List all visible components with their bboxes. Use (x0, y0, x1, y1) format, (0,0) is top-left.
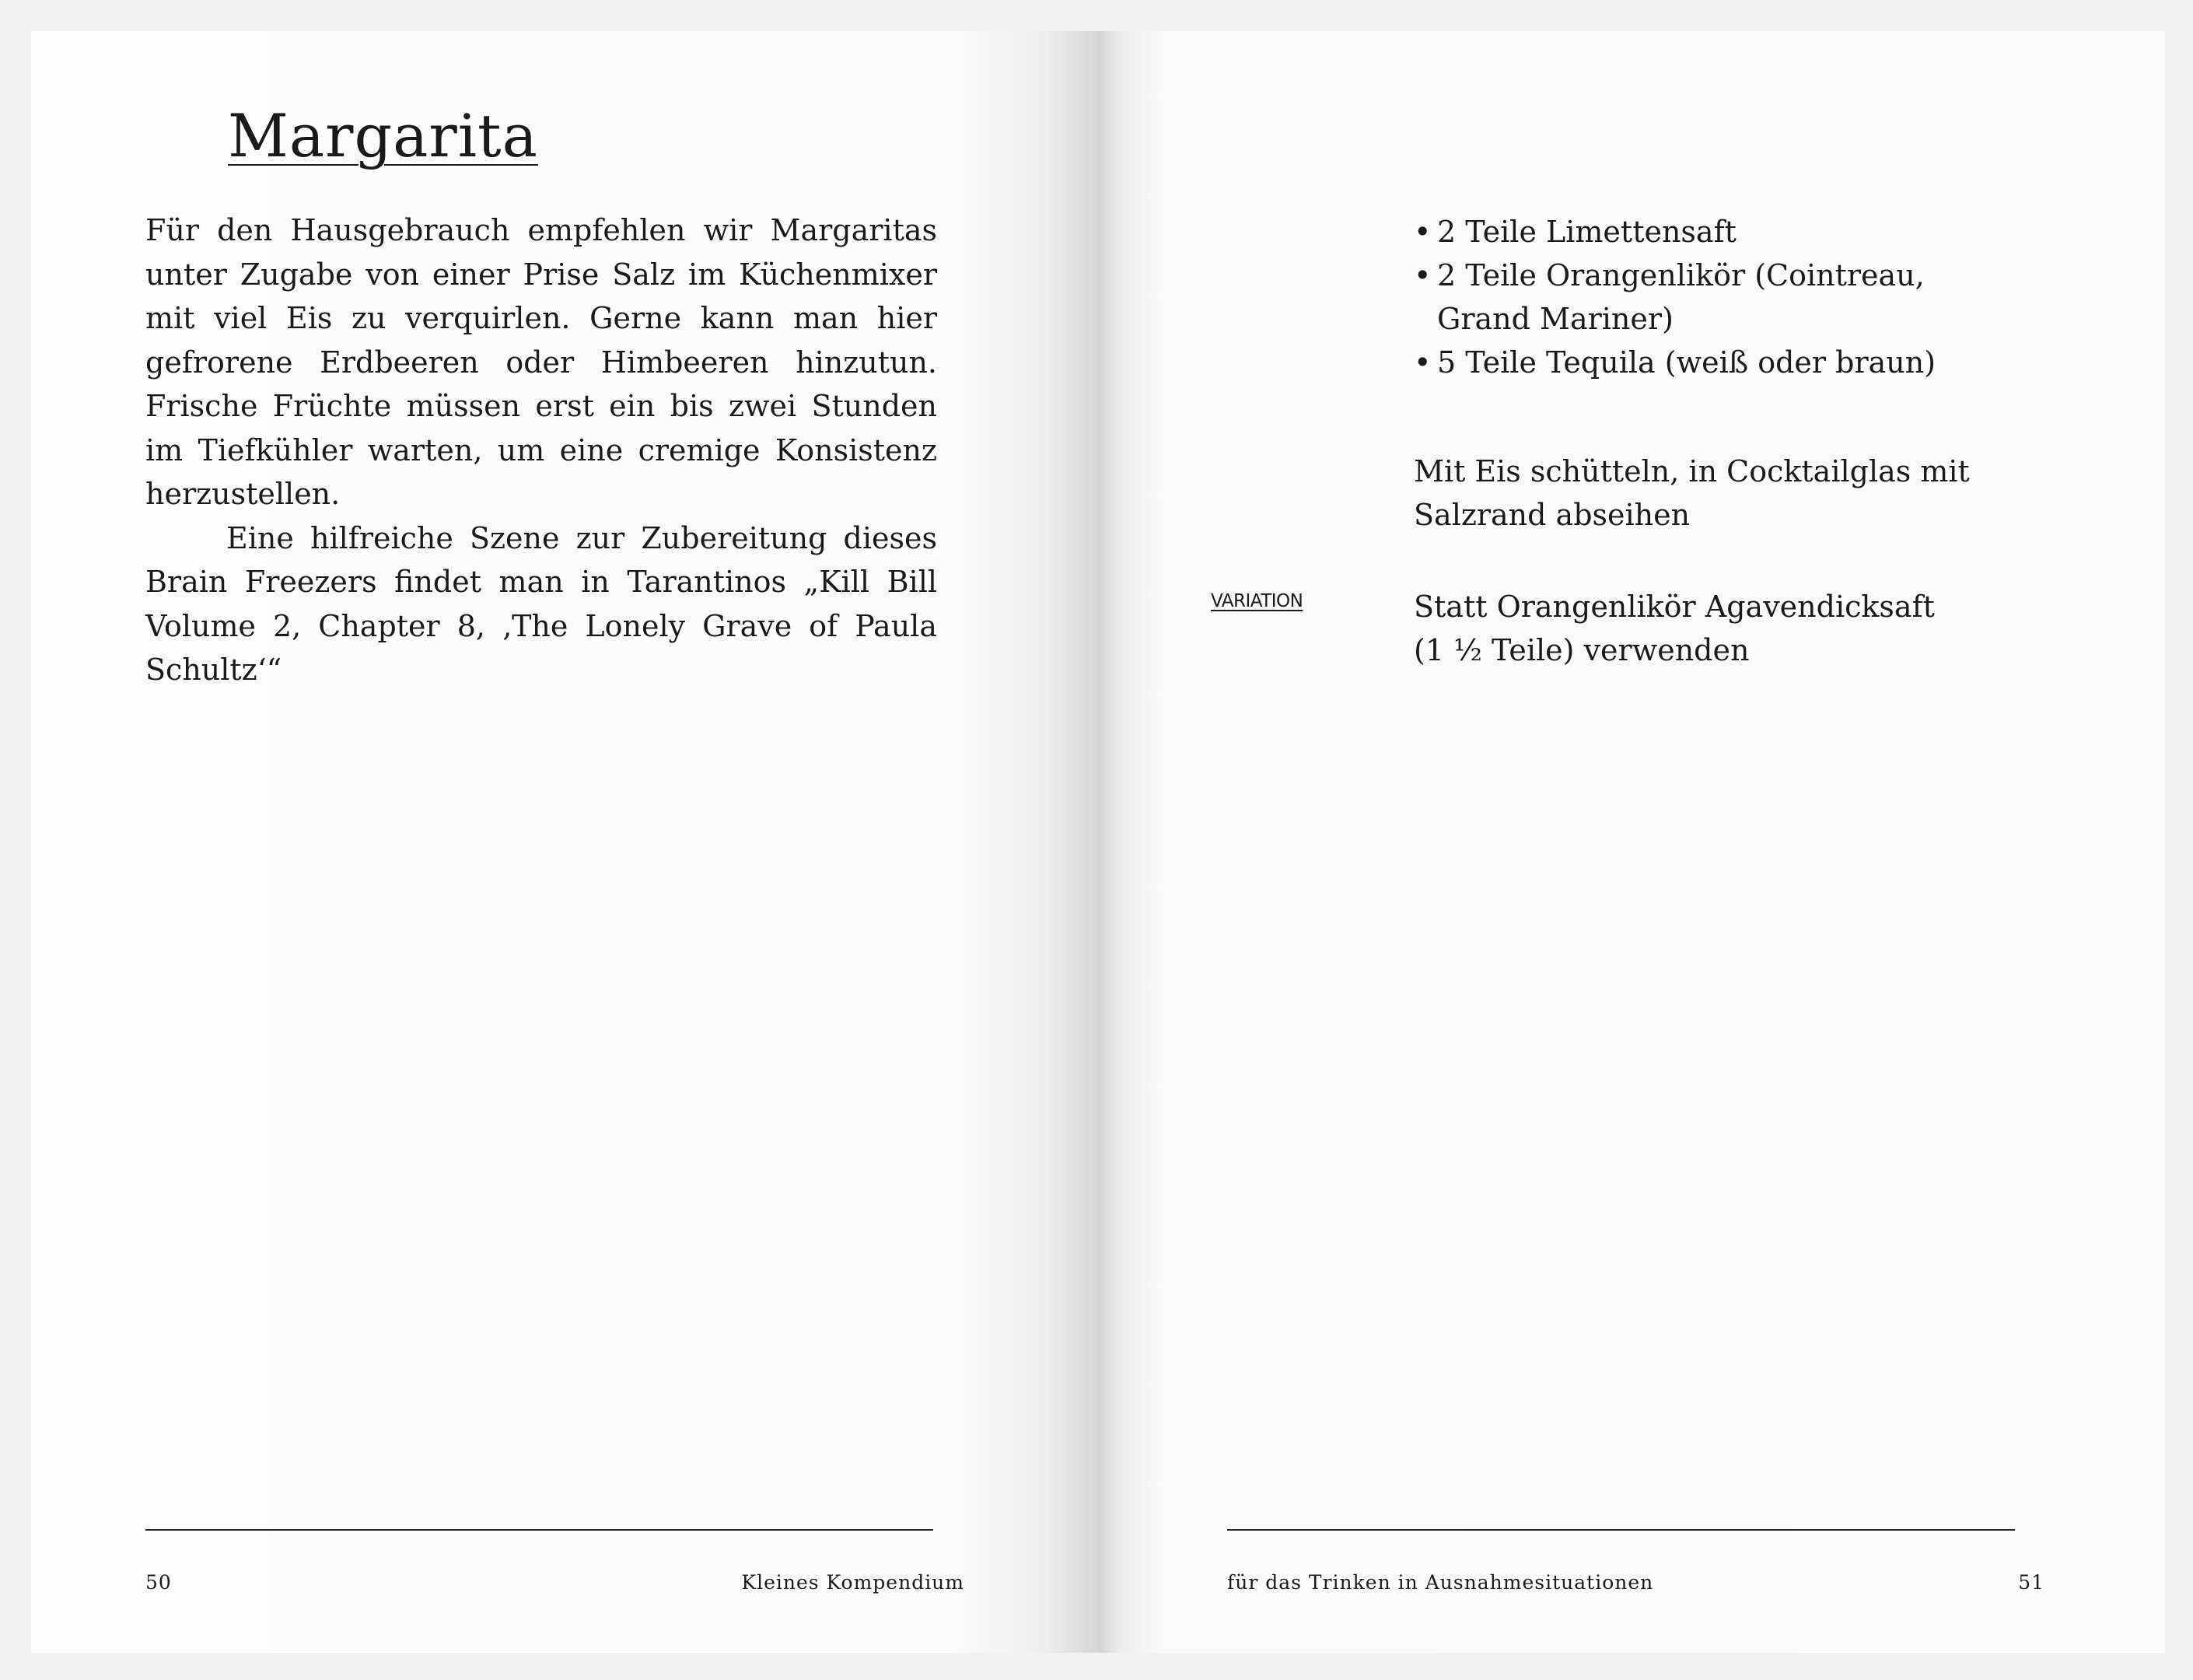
variation-label: VARIATION (1211, 591, 1303, 611)
page-title: Margarita (228, 101, 538, 170)
paragraph: Für den Hausgebrauch empfehlen wir Margaritas unter Zugabe von einer Prise Salz im Küchenmixer mit viel Eis zu verquirlen. Gerne kann man hier gefrorene Erdbeeren oder Himbeeren hinzutun. Frische Früchte müssen erst ein bis zwei Stunden im Tiefkühler warten, um eine cremige Konsistenz herzustellen. (145, 213, 937, 511)
page-number: 51 (2018, 1571, 2044, 1594)
running-footer: Kleines Kompendium (741, 1571, 964, 1594)
ingredient-list (1414, 210, 1943, 384)
footer-rule (1227, 1529, 2015, 1531)
list-item (1414, 341, 1943, 384)
list-item (1414, 254, 1943, 341)
body-text (145, 208, 937, 692)
ingredient-text: 5 Teile Tequila (weiß oder braun) (1437, 345, 1936, 380)
ingredient-text: 2 Teile Limettensaft (1437, 215, 1737, 249)
footer-rule (145, 1529, 933, 1531)
ingredient-text: 2 Teile Orangenlikör (Cointreau, Grand Mariner) (1437, 258, 1925, 336)
variation-text: Statt Orangenlikör Agavendicksaft (1 ½ Teile) verwenden (1414, 590, 1935, 667)
bullet-icon: • (1414, 215, 1432, 249)
bullet-icon: • (1414, 258, 1432, 292)
running-footer: für das Trinken in Ausnahmesituationen (1227, 1571, 1654, 1594)
paragraph: Eine hilfreiche Szene zur Zubereitung dieses Brain Freezers findet man in Tarantinos „Kill Bill Volume 2, Chapter 8, ‚The Lonely Grave of Paula Schultz‘“ (145, 520, 937, 687)
page-number: 50 (145, 1571, 172, 1594)
instructions: Mit Eis schütteln, in Cocktailglas mit Salzrand abseihen (1414, 454, 1970, 532)
list-item (1414, 210, 1943, 254)
bullet-icon: • (1414, 345, 1432, 380)
